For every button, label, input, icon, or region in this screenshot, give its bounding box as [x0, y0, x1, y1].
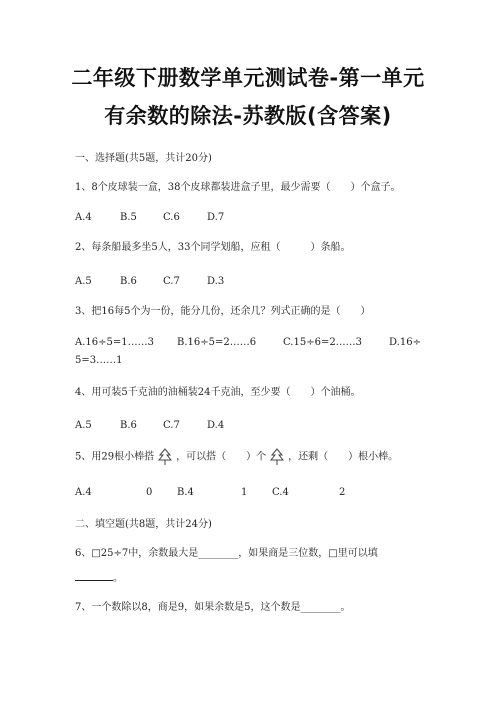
- q1-option-c: C.6: [163, 212, 180, 223]
- q4-option-a: A.5: [75, 420, 92, 431]
- question-5-text: [75, 448, 398, 466]
- document-title-line1: 二年级下册数学单元测试卷-第一单元: [71, 66, 425, 90]
- q6-tail: 。: [113, 573, 123, 584]
- question-2-text: 2、每条船最多坐5人，33个同学划船，应租（ ）条船。: [75, 242, 351, 253]
- q4-option-c: C.7: [163, 420, 180, 431]
- section-heading-choice: 一、选择题(共5题，共计20分): [75, 153, 212, 164]
- question-3-text: 3、把16每5个为一份，能分几份，还余几？列式正确的是（ ）: [75, 306, 371, 317]
- q3-option-d-continued: 5=3……1: [75, 355, 123, 366]
- q2-option-b: B.6: [120, 276, 137, 287]
- q1-option-b: B.5: [120, 212, 137, 223]
- q5-text-part3: ，还剩（ ）根小棒。: [288, 451, 399, 463]
- q5-option-a-label: A.4: [75, 487, 92, 498]
- q3-option-b: B.16÷5=2……6: [177, 337, 257, 348]
- q5-text-part2: ，可以搭（ ）个: [176, 451, 267, 463]
- question-6-text: 6、□25÷7中，余数最大是________，如果商是三位数，□里可以填: [75, 548, 378, 559]
- q5-option-c-label: C.4: [272, 487, 289, 498]
- question-7-text: 7、一个数除以8，商是9，如果余数是5，这个数是________。: [75, 602, 351, 613]
- q5-option-a-remainder: 0: [146, 487, 153, 498]
- question-4-text: 4、用可装5千克油的油桶装24千克油，至少要（ ）个油桶。: [75, 387, 361, 398]
- q3-option-c: C.15÷6=2……3: [283, 337, 363, 348]
- q4-option-b: B.6: [120, 420, 137, 431]
- question-1-text: 1、8个皮球装一盒，38个皮球都装进盒子里，最少需要（ ）个盒子。: [75, 182, 401, 193]
- q4-option-d: D.4: [207, 420, 225, 431]
- section-heading-fill-blank: 二、填空题(共8题，共计24分): [75, 519, 212, 530]
- q2-option-c: C.7: [163, 276, 180, 287]
- q5-option-b-remainder: 1: [241, 487, 248, 498]
- tree-stick-figure-icon: [157, 448, 173, 466]
- q2-option-a: A.5: [75, 276, 92, 287]
- q5-text-part1: 5、用29根小棒搭: [75, 451, 155, 463]
- q3-option-a: A.16÷5=1……3: [75, 337, 154, 348]
- q1-option-a: A.4: [75, 212, 92, 223]
- answer-blank[interactable]: [75, 570, 113, 581]
- q5-option-b-label: B.4: [177, 487, 194, 498]
- q1-option-d: D.7: [207, 212, 225, 223]
- tree-stick-figure-icon: [269, 448, 285, 466]
- document-title-line2: 有余数的除法-苏教版(含答案): [104, 104, 392, 128]
- q5-option-c-remainder: 2: [339, 487, 346, 498]
- q2-option-d: D.3: [207, 276, 225, 287]
- question-6-continued: [75, 570, 123, 586]
- q3-option-d: D.16÷: [389, 337, 421, 348]
